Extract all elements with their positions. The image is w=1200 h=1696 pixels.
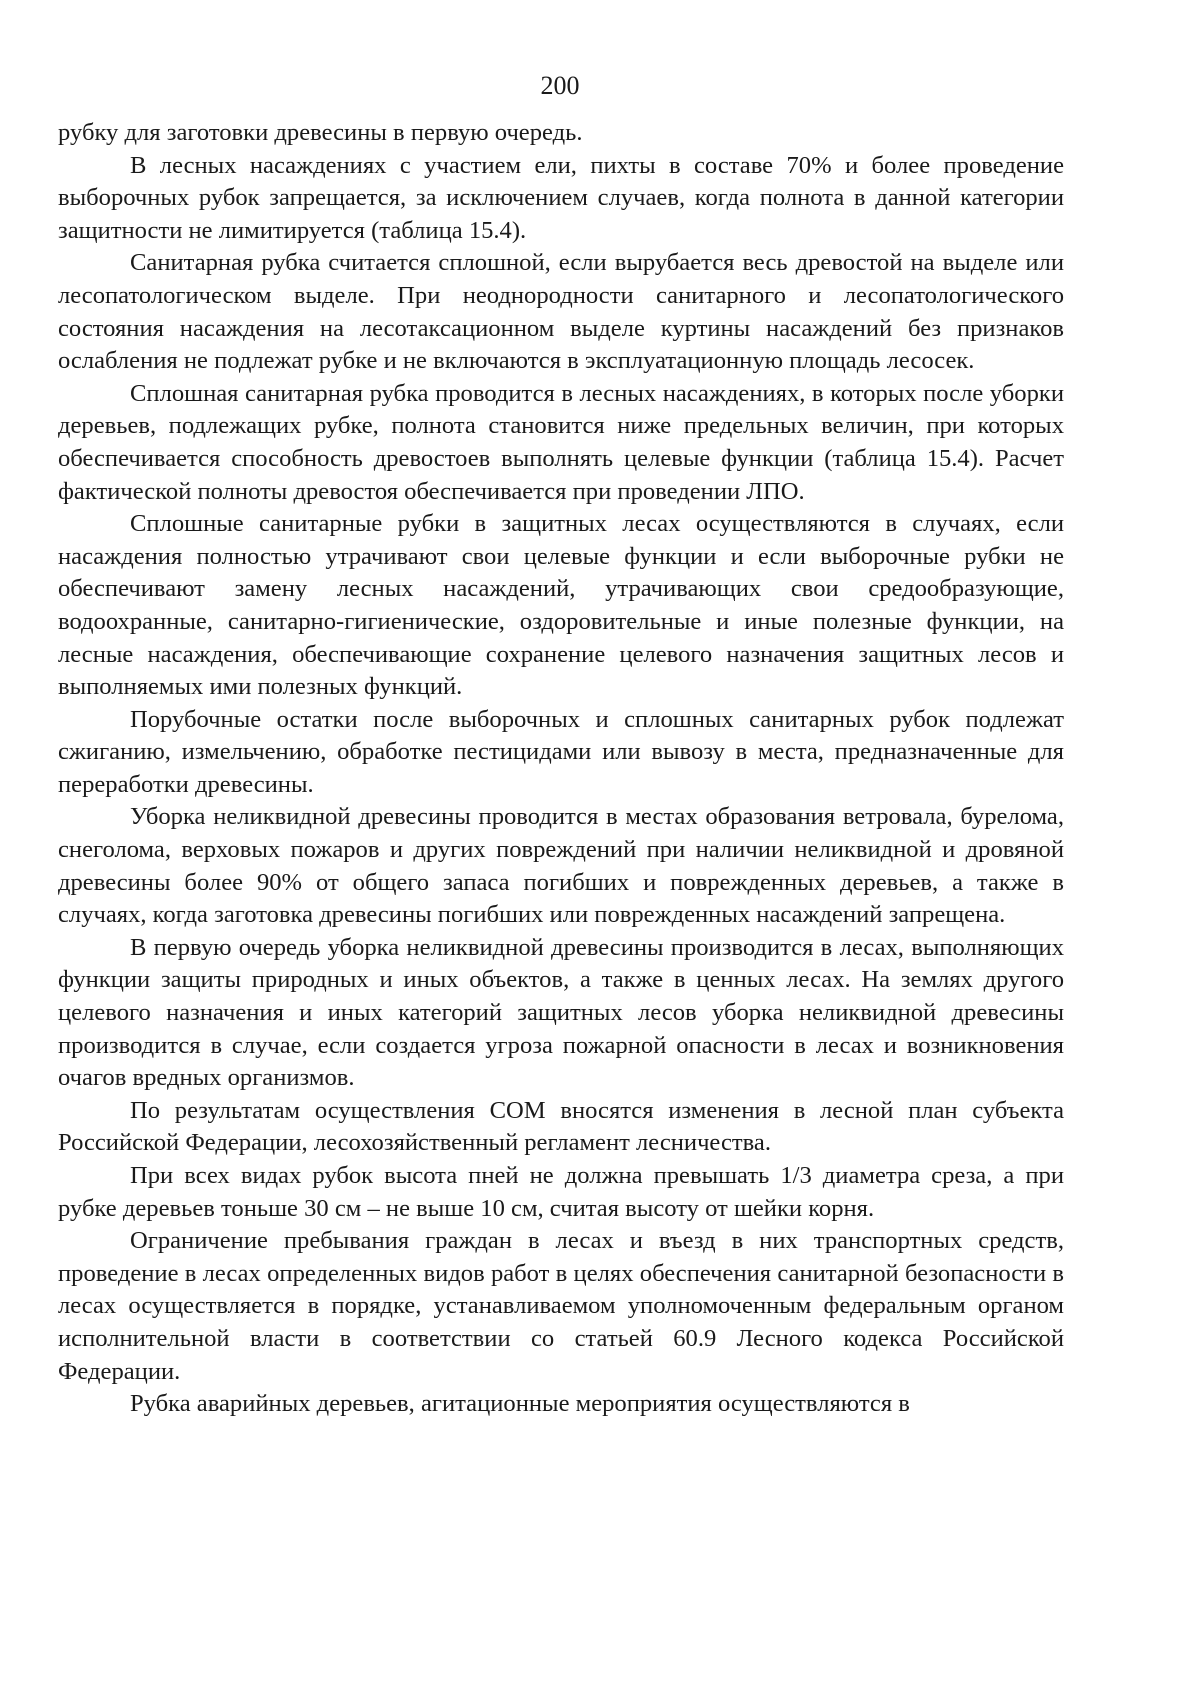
paragraph-continued: рубку для заготовки древесины в первую очередь.: [58, 119, 583, 146]
paragraph: Ограничение пребывания граждан в лесах и въезд в них транспортных средств, проведение в лесах определенных видов работ в целях обеспечения санитарной безопасности в лесах осуществляется в порядке, устанавливаемом уполномоченным федеральным органом исполнительной власти в соответствии со статьей 60.9 Лесного кодекса Российской Федерации.: [58, 1227, 1064, 1385]
paragraph: Сплошная санитарная рубка проводится в лесных насаждениях, в которых после уборки деревьев, подлежащих рубке, полнота становится ниже предельных величин, при которых обеспечивается способность древостоев выполнять целевые функции (таблица 15.4). Расчет фактической полноты древостоя обеспечивается при проведении ЛПО.: [58, 379, 1064, 505]
paragraph: Уборка неликвидной древесины проводится в местах образования ветровала, бурелома, снеголома, верховых пожаров и других повреждений при наличии неликвидной и дровяной древесины более 90% от общего запаса погибших и поврежденных деревьев, а также в случаях, когда заготовка древесины погибших или поврежденных насаждений запрещена.: [58, 803, 1064, 929]
paragraph: Порубочные остатки после выборочных и сплошных санитарных рубок подлежат сжиганию, измельчению, обработке пестицидами или вывозу в места, предназначенные для переработки древесины.: [58, 705, 1064, 798]
paragraph: Рубка аварийных деревьев, агитационные мероприятия осуществляются в: [130, 1390, 910, 1418]
paragraph: По результатам осуществления СОМ вносятся изменения в лесной план субъекта Российской Федерации, лесохозяйственный регламент лесничества.: [58, 1096, 1064, 1157]
paragraph: Санитарная рубка считается сплошной, если вырубается весь древостой на выделе или лесопатологическом выделе. При неоднородности санитарного и лесопатологического состояния насаждения на лесотаксационном выделе куртины насаждений без признаков ослабления не подлежат рубке и не включаются в эксплуатационную площадь лесосек.: [58, 249, 1064, 375]
paragraph: В первую очередь уборка неликвидной древесины производится в лесах, выполняющих функции защиты природных и иных объектов, а также в ценных лесах. На землях другого целевого назначения и иных категорий защитных лесов уборка неликвидной древесины производится в случае, если создается угроза пожарной опасности в лесах и возникновения очагов вредных организмов.: [58, 933, 1064, 1092]
paragraph: При всех видах рубок высота пней не должна превышать 1/3 диаметра среза, а при рубке деревьев тоньше 30 см – не выше 10 см, считая высоту от шейки корня.: [58, 1162, 1064, 1222]
paragraph: Сплошные санитарные рубки в защитных лесах осуществляются в случаях, если насаждения полностью утрачивают свои целевые функции и если выборочные рубки не обеспечивают замену лесных насаждений, утрачивающих свои средообразующие, водоохранные, санитарно-гигиенические, оздоровительные и иные полезные функции, на лесные насаждения, обеспечивающие сохранение целевого назначения защитных лесов и выполняемых ими полезных функций.: [58, 510, 1064, 701]
page-number: 200: [540, 71, 580, 100]
document-body: [58, 117, 1064, 1421]
paragraph: В лесных насаждениях с участием ели, пихты в составе 70% и более проведение выборочных рубок запрещается, за исключением случаев, когда полнота в данной категории защитности не лимитируется (таблица 15.4).: [58, 151, 1064, 244]
